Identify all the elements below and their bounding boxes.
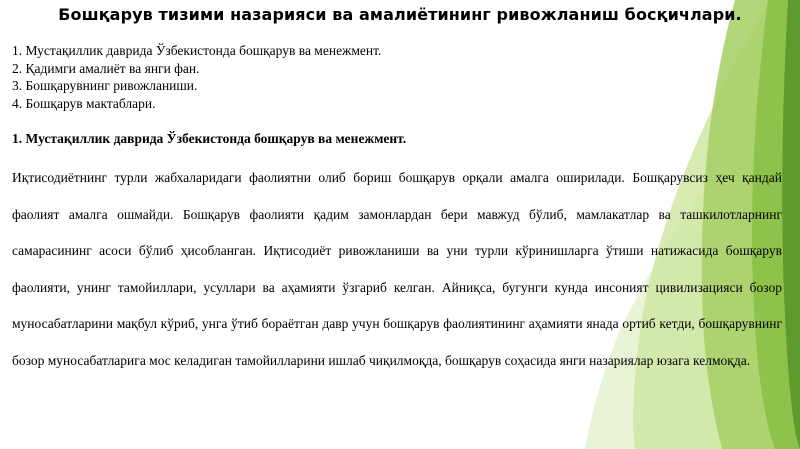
topic-item: 2. Қадимги амалиёт ва янги фан.: [12, 60, 200, 76]
slide-title: Бошқарув тизими назарияси ва амалиётининг ривожланиш босқичлари.: [58, 5, 742, 24]
section-heading: 1. Мустақиллик даврида Ўзбекистонда бошқарув ва менежмент.: [12, 131, 407, 146]
body-paragraph: Иқтисодиётнинг турли жабхаларидаги фаолиятни олиб бориш бошқарув орқали амалга оширилади. Бошқарувсиз ҳеч қандай фаолият амалга ошмайди. Бошқарув фаолияти қадим замонлардан бери мавжуд бўлиб, мамлакатлар ва ташкилотларнинг самарасининг асоси бўлиб ҳисобланган. Иқтисодиёт ривожланиши ва уни турли кўринишларга ўтиши натижасида бошқарув фаолияти, унинг тамойиллари, усуллари ва аҳамияти ўзгариб келган. Айниқса, бугунги кунда инсоният цивилизацияси бозор муносабатларини мақбул кўриб, унга ўтиб бораётган давр учун бошқарув фаолиятининг аҳамияти янада ортиб кетди, бошқарувнинг бозор муносабатларига мос келадиган тамойилларини ишлаб чиқилмоқда, бошқарув соҳасида янги назариялар юзага келмоқда.: [12, 170, 782, 368]
topic-item: 4. Бошқарув мактаблари.: [12, 95, 156, 111]
topic-item: 3. Бошқарувнинг ривожланиши.: [12, 78, 198, 93]
topic-list: [12, 42, 381, 112]
topic-item: 1. Мустақиллик даврида Ўзбекистонда бошқарув ва менежмент.: [12, 43, 382, 58]
